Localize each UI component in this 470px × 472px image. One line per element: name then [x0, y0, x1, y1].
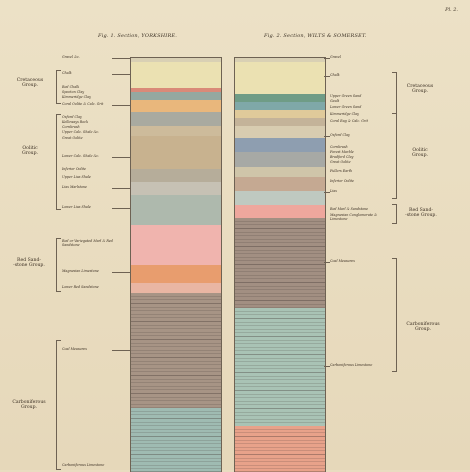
leader-tick	[112, 105, 130, 106]
leader-tick	[112, 350, 130, 351]
left-label: Cornbrash	[62, 125, 80, 129]
left-label: Coal Measures	[62, 347, 87, 351]
group-label-carboniferous: Carboniferous Group.	[12, 400, 46, 411]
left-label: Speeton Clay	[62, 90, 85, 94]
right-label: Carboniferous Limestone	[330, 363, 373, 367]
leader-tick	[324, 262, 330, 263]
right-label: Magnesian Conglomerate & Limestone	[330, 213, 378, 221]
leader-tick	[324, 136, 330, 137]
left-label: Kelloways Rock	[62, 120, 89, 124]
group-label-cretaceous-right: Cretaceous Group.	[406, 84, 434, 95]
stratum-coal-measures	[235, 218, 325, 309]
right-label: Lower Green Sand	[330, 105, 362, 109]
left-label: Lower Red Sandstone	[62, 285, 99, 289]
group-bracket	[392, 113, 397, 199]
leader-tick	[324, 58, 330, 59]
stratum-red-marl	[131, 225, 221, 266]
stratum-magnesian-limestone	[131, 265, 221, 284]
group-label-red-sandstone-right: Red Sand- -stone Group.	[405, 208, 437, 219]
stratum-carboniferous-limestone	[131, 408, 221, 472]
leader-tick	[112, 188, 130, 189]
section-title-yorkshire: Fig. 1. Section, YORKSHIRE.	[98, 33, 178, 39]
left-label: Oxford Clay	[62, 115, 82, 119]
leader-tick	[112, 208, 130, 209]
plate-number: Pl. 2.	[445, 7, 458, 13]
group-bracket	[56, 114, 61, 210]
stratum-red-marl	[235, 205, 325, 219]
right-label: Coal Measures	[330, 259, 355, 263]
section-title-wilts-somerset: Fig. 2. Section, WILTS & SOMERSET.	[264, 33, 367, 39]
left-label: Lower Calc. Shale &c.	[62, 154, 100, 158]
right-label: Inferior Oolite	[330, 179, 354, 183]
right-label: Gravel	[330, 55, 342, 59]
stratum-old-red-sandstone	[235, 426, 325, 472]
stratum-lower-calc-shale	[131, 136, 221, 170]
right-label: Lias	[330, 189, 337, 193]
left-label: Magnesian Limestone	[62, 269, 99, 273]
right-label: Gault	[330, 99, 340, 103]
group-bracket	[56, 340, 61, 470]
leader-tick	[324, 366, 330, 367]
left-label: Coral Oolite & Calc. Grit	[62, 102, 104, 106]
left-label: Gravel &c.	[62, 55, 80, 59]
wilts-somerset-strata-column	[234, 57, 326, 472]
left-label: Chalk	[62, 71, 72, 75]
stratum-lias-marlstone	[131, 182, 221, 196]
group-bracket	[56, 70, 61, 104]
leader-tick	[112, 272, 130, 273]
stratum-chalk	[131, 62, 221, 89]
left-label: Lias Marlstone	[62, 185, 87, 189]
right-label: Oxford Clay	[330, 133, 350, 137]
leader-tick	[324, 192, 330, 193]
left-label: Inferior Oolite	[62, 167, 86, 171]
group-bracket	[392, 204, 397, 224]
stratum-inferior-oolite	[131, 169, 221, 183]
stratum-chalk	[235, 62, 325, 95]
stratum-carboniferous-limestone	[235, 308, 325, 427]
left-label: Upper Lias Shale	[62, 175, 91, 179]
right-label: Cornbrash	[330, 145, 348, 149]
group-label-red-sandstone: Red Sand- -stone Group.	[13, 258, 45, 269]
leader-tick	[112, 58, 130, 59]
left-label: Upper Calc. Shale &c.	[62, 130, 100, 134]
stratum-oxford-clay	[131, 112, 221, 127]
leader-tick	[112, 74, 130, 75]
group-bracket	[56, 238, 61, 292]
group-label-oolitic: Oolitic Group.	[22, 146, 38, 157]
right-label: Coral Rag & Calc. Grit	[330, 119, 368, 123]
group-bracket	[392, 72, 397, 114]
stratum-coal-measures	[131, 293, 221, 409]
right-label: Red Marl & Sandstone	[330, 207, 369, 211]
leader-tick	[324, 76, 330, 77]
right-label: Chalk	[330, 73, 340, 77]
left-label: Red or Variegated Marl & Red Sandstone	[62, 239, 113, 247]
left-label: Red Chalk	[62, 85, 80, 89]
stratum-fullers-earth	[235, 177, 325, 192]
right-label: Kimmeridge Clay	[330, 112, 359, 116]
group-label-cretaceous: Cretaceous Group.	[16, 78, 44, 89]
stratum-lias	[235, 191, 325, 206]
left-label: Lower Lias Shale	[62, 205, 91, 209]
group-bracket	[392, 258, 397, 372]
stratum-oxford-clay	[235, 138, 325, 153]
leader-tick	[112, 157, 130, 158]
group-label-carboniferous-right: Carboniferous Group.	[406, 322, 440, 333]
right-label: Forest Marble	[330, 150, 354, 154]
right-label: Great Oolite	[330, 160, 351, 164]
right-label: Fullers Earth	[330, 169, 353, 173]
yorkshire-strata-column	[130, 57, 222, 472]
right-label: Upper Green Sand	[330, 94, 362, 98]
left-label: Carboniferous Limestone	[62, 463, 105, 467]
left-label: Great Oolite	[62, 136, 83, 140]
right-label: Bradford Clay	[330, 155, 354, 159]
stratum-lower-lias	[131, 195, 221, 226]
left-label: Kimmeridge Clay	[62, 95, 91, 99]
group-label-oolitic-right: Oolitic Group.	[412, 148, 428, 159]
stratum-forest-marble	[235, 152, 325, 168]
